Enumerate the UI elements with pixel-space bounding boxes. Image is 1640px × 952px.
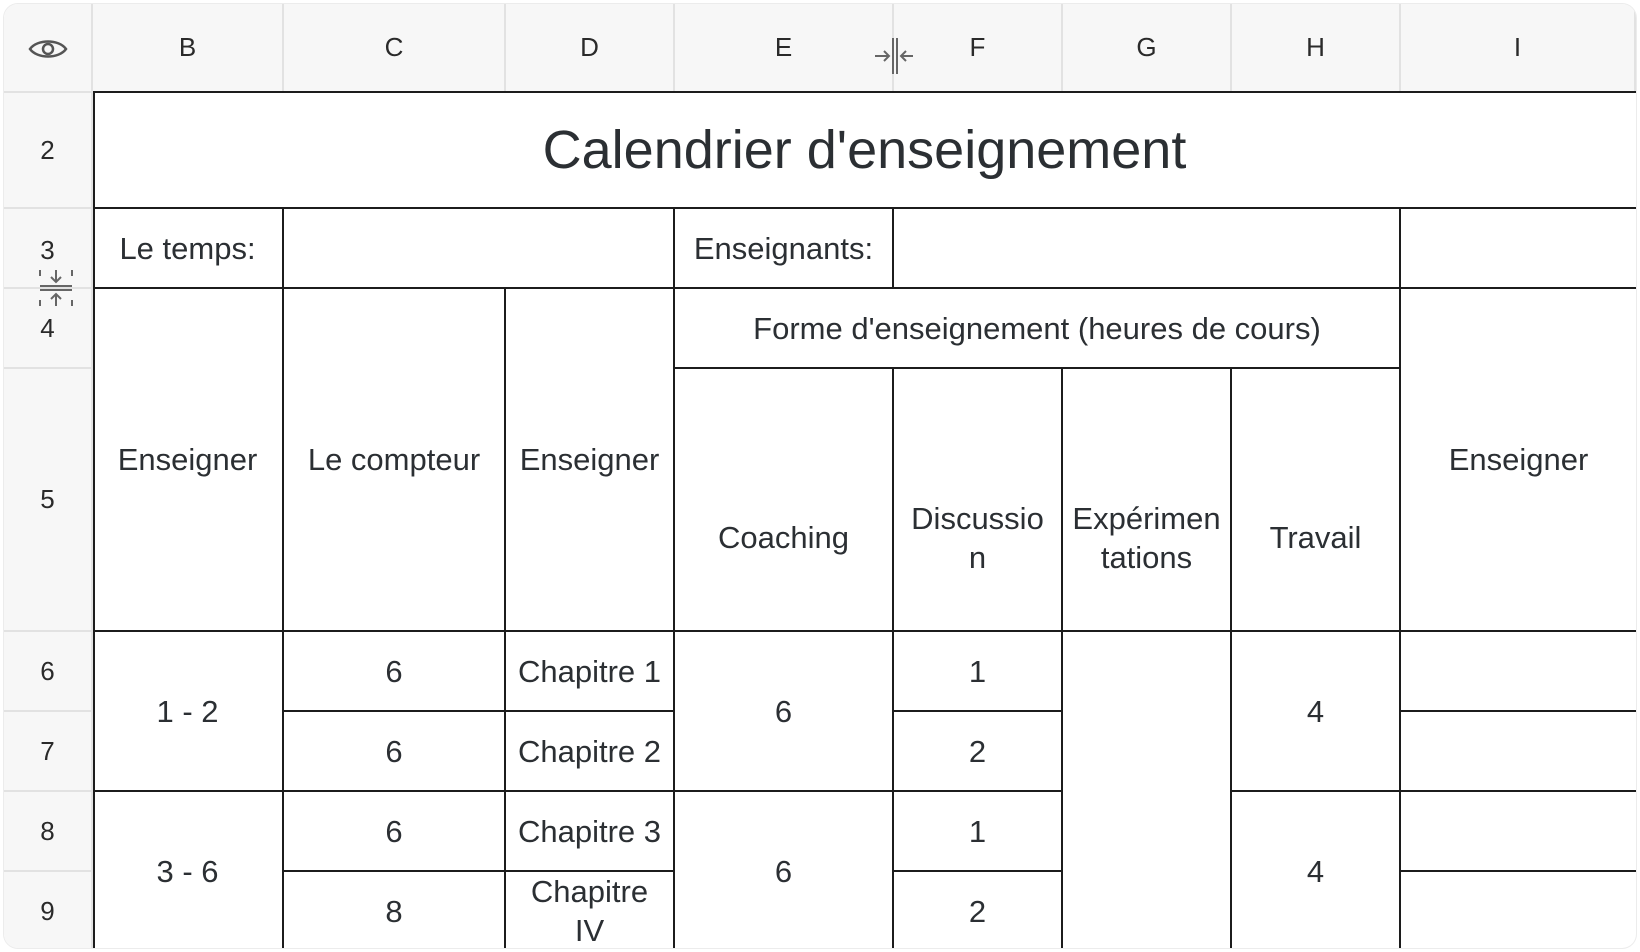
cell-f7[interactable]: 2 <box>894 712 1063 792</box>
eye-icon[interactable] <box>28 36 68 62</box>
cell-i8[interactable] <box>1401 792 1636 872</box>
cell-d9[interactable]: Chapitre IV <box>506 872 675 948</box>
row-resize-icon[interactable] <box>36 268 76 308</box>
column-header-i[interactable]: I <box>1401 4 1636 93</box>
cell-i3[interactable] <box>1401 209 1636 289</box>
sheet-title[interactable]: Calendrier d'enseignement <box>93 93 1636 209</box>
time-label-cell[interactable]: Le temps: <box>93 209 284 289</box>
cell-b6-weeks[interactable]: 1 - 2 <box>93 632 284 792</box>
column-header-c[interactable]: C <box>284 4 506 93</box>
cell-c9[interactable]: 8 <box>284 872 506 948</box>
cell-c7[interactable]: 6 <box>284 712 506 792</box>
row-header-6[interactable]: 6 <box>4 632 93 712</box>
header-d-teach[interactable]: Enseigner <box>506 289 675 632</box>
cell-d8[interactable]: Chapitre 3 <box>506 792 675 872</box>
header-c-counter[interactable]: Le compteur <box>284 289 506 632</box>
column-header-f[interactable]: F <box>894 4 1063 93</box>
cell-d7[interactable]: Chapitre 2 <box>506 712 675 792</box>
cell-h8[interactable]: 4 <box>1232 792 1401 948</box>
teaching-form-header[interactable]: Forme d'enseignement (heures de cours) <box>675 289 1401 369</box>
header-experimentations[interactable]: Expérimen tations <box>1063 369 1232 632</box>
cell-c6[interactable]: 6 <box>284 632 506 712</box>
column-header-h[interactable]: H <box>1232 4 1401 93</box>
column-header-e[interactable]: E <box>675 4 894 93</box>
cell-e8[interactable]: 6 <box>675 792 894 948</box>
column-header-g[interactable]: G <box>1063 4 1232 93</box>
column-resize-icon[interactable] <box>872 36 916 76</box>
cell-i7[interactable] <box>1401 712 1636 792</box>
header-corner[interactable] <box>4 4 93 93</box>
row-header-5[interactable]: 5 <box>4 369 93 632</box>
teachers-value-cell[interactable] <box>894 209 1401 289</box>
row-header-2[interactable]: 2 <box>4 93 93 209</box>
header-b-teach[interactable]: Enseigner <box>93 289 284 632</box>
time-value-cell[interactable] <box>284 209 675 289</box>
row-header-7[interactable]: 7 <box>4 712 93 792</box>
cell-g6-merged[interactable] <box>1063 632 1232 948</box>
spreadsheet-grid <box>4 4 1636 948</box>
column-header-b[interactable]: B <box>93 4 284 93</box>
cell-d6[interactable]: Chapitre 1 <box>506 632 675 712</box>
cell-f9[interactable]: 2 <box>894 872 1063 948</box>
row-header-8[interactable]: 8 <box>4 792 93 872</box>
cell-h6[interactable]: 4 <box>1232 632 1401 792</box>
row-header-3[interactable]: 3 <box>4 209 93 289</box>
cell-c8[interactable]: 6 <box>284 792 506 872</box>
teachers-label-cell[interactable]: Enseignants: <box>675 209 894 289</box>
header-discussion[interactable]: Discussio n <box>894 369 1063 632</box>
header-coaching[interactable]: Coaching <box>675 369 894 632</box>
cell-f6[interactable]: 1 <box>894 632 1063 712</box>
row-header-9[interactable]: 9 <box>4 872 93 948</box>
header-travail[interactable]: Travail <box>1232 369 1401 632</box>
cell-i9[interactable] <box>1401 872 1636 948</box>
header-i-teach[interactable]: Enseigner <box>1401 289 1636 632</box>
cell-e6[interactable]: 6 <box>675 632 894 792</box>
cell-b8-weeks[interactable]: 3 - 6 <box>93 792 284 948</box>
spreadsheet-window <box>4 4 1636 948</box>
row-header-4[interactable]: 4 <box>4 289 93 369</box>
column-header-d[interactable]: D <box>506 4 675 93</box>
cell-i6[interactable] <box>1401 632 1636 712</box>
cell-f8[interactable]: 1 <box>894 792 1063 872</box>
